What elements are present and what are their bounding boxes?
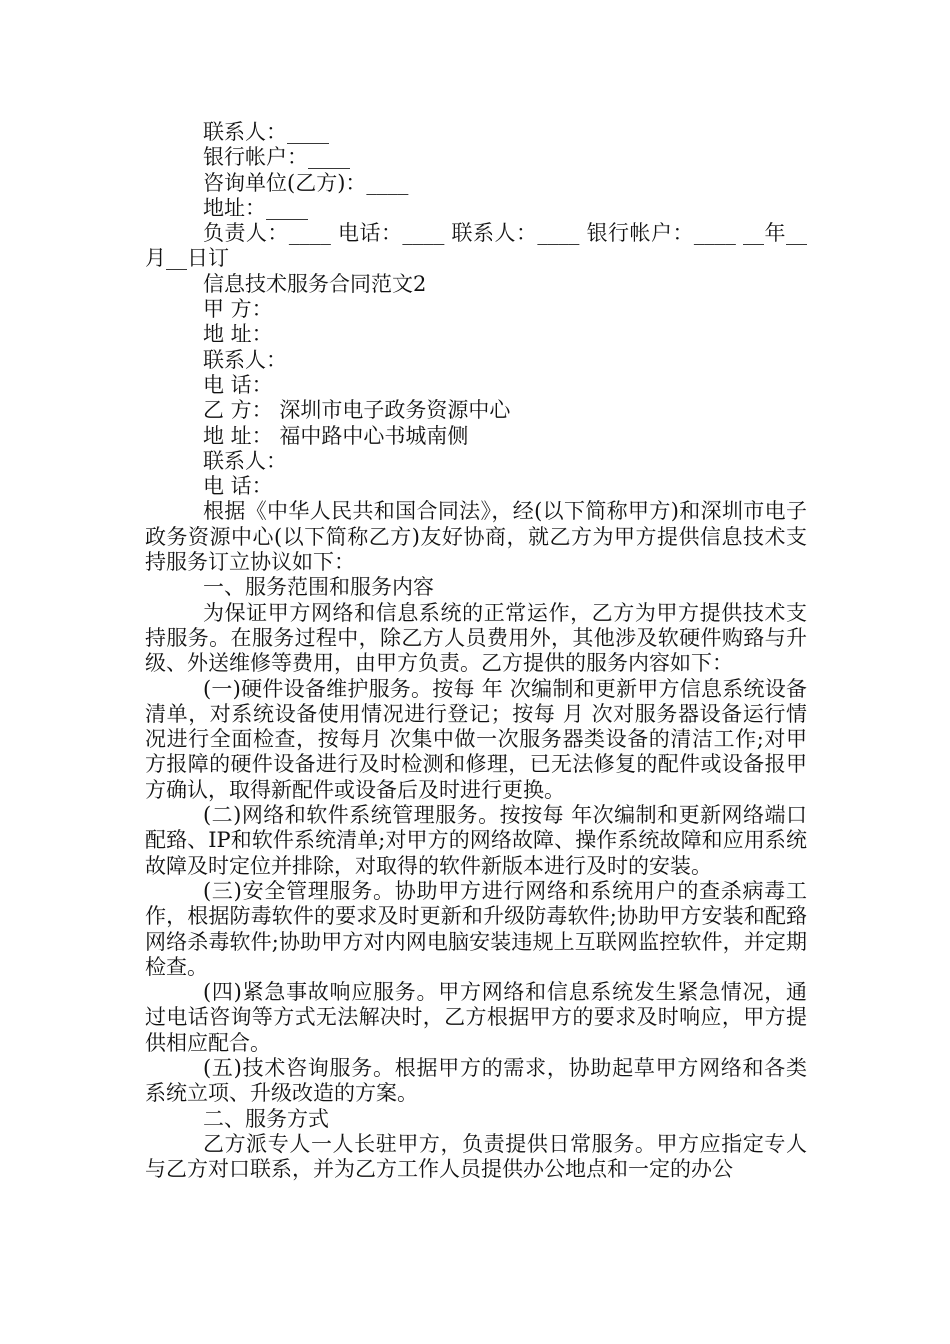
section-1-body: 为保证甲方网络和信息系统的正常运作，乙方为甲方提供技术支持服务。在服务过程中，除乙方人员费用外，其他涉及软硬件购臵与升级、外送维修等费用，由甲方负责。乙方提供的服务内容如下： bbox=[145, 600, 807, 676]
document-page bbox=[145, 120, 807, 1182]
party-a-phone-field: 电 话： bbox=[203, 372, 273, 397]
party-a-contact-field: 联系人： bbox=[203, 347, 287, 372]
service-item-2: (二)网络和软件系统管理服务。按按每 年次编制和更新网络端口配臵、IP和软件系统清单;对甲方的网络故障、操作系统故障和应用系统故障及时定位并排除，对取得的软件新版本进行及时的安装。 bbox=[145, 803, 807, 878]
service-item-5: (五)技术咨询服务。根据甲方的需求，协助起草甲方网络和各类系统立项、升级改造的方案。 bbox=[145, 1055, 807, 1106]
party-a-field: 甲 方： bbox=[203, 297, 273, 322]
signature-row: 负责人：____ 电话：____ 联系人：____ 银行帐户：____ __年__月__日订 bbox=[145, 221, 807, 271]
address-field: 地址：____ bbox=[203, 195, 308, 220]
party-b-phone-field: 电 话： bbox=[203, 474, 273, 499]
intro-paragraph: 根据《中华人民共和国合同法》，经(以下简称甲方)和深圳市电子政务资源中心(以下简称乙方)友好协商，就乙方为甲方提供信息技术支持服务订立协议如下： bbox=[145, 499, 807, 575]
bank-account-field: 银行帐户：____ bbox=[203, 145, 350, 170]
service-item-4: (四)紧急事故响应服务。甲方网络和信息系统发生紧急情况，通过电话咨询等方式无法解决时，乙方根据甲方的要求及时响应，甲方提供相应配合。 bbox=[145, 980, 807, 1055]
service-item-3: (三)安全管理服务。协助甲方进行网络和系统用户的查杀病毒工作，根据防毒软件的要求及时更新和升级防毒软件;协助甲方安装和配臵网络杀毒软件;协助甲方对内网电脑安装违规上互联网监控软件，并定期检查。 bbox=[145, 878, 807, 979]
party-b-contact-field: 联系人： bbox=[203, 448, 287, 473]
section-2-body: 乙方派专人一人长驻甲方，负责提供日常服务。甲方应指定专人与乙方对口联系，并为乙方工作人员提供办公地点和一定的办公 bbox=[145, 1131, 807, 1182]
section-2-heading: 二、服务方式 bbox=[203, 1106, 329, 1131]
document-title: 信息技术服务合同范文2 bbox=[203, 271, 427, 296]
party-b-field: 乙 方： 深圳市电子政务资源中心 bbox=[203, 398, 511, 423]
party-b-address-field: 地 址： 福中路中心书城南侧 bbox=[203, 423, 469, 448]
contact-field: 联系人：____ bbox=[203, 120, 329, 144]
party-a-address-field: 地 址： bbox=[203, 322, 273, 347]
section-1-heading: 一、服务范围和服务内容 bbox=[203, 575, 434, 600]
service-item-1: (一)硬件设备维护服务。按每 年 次编制和更新甲方信息系统设备清单，对系统设备使用情况进行登记；按每 月 次对服务器设备运行情况进行全面检查，按每月 次集中做一次服务器类设备的清洁工作;对甲方报障的硬件设备进行及时检测和修理，已无法修复的配件或设备报甲方确认，取得新配件或设备后及时进行更换。 bbox=[145, 676, 807, 802]
consulting-unit-field: 咨询单位(乙方)：____ bbox=[203, 170, 409, 195]
